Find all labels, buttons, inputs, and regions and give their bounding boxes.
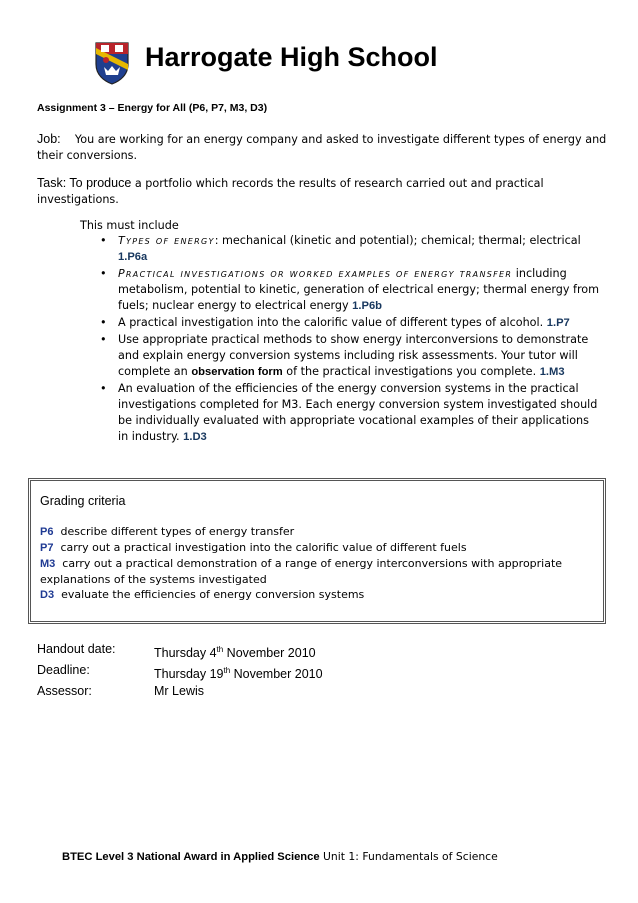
criterion-text: carry out a practical investigation into the calorific value of different fuels — [60, 541, 467, 554]
task-label: Task: To produce — [37, 176, 132, 190]
types-of-energy-heading: Types of energy — [118, 234, 215, 247]
grading-criteria-box — [28, 478, 606, 624]
list-item — [100, 315, 600, 331]
school-name: Harrogate High School — [145, 42, 438, 72]
job-label: Job: — [37, 132, 61, 146]
criterion-row — [40, 540, 595, 556]
assignment-title: Assignment 3 – Energy for All (P6, P7, M3, D3) — [37, 102, 268, 114]
observation-form-text: observation form — [191, 366, 283, 378]
assessor-label: Assessor: — [37, 684, 92, 699]
list-item-text: A practical investigation into the calorific value of different types of alcohol. — [118, 316, 547, 329]
handout-label: Handout date: — [37, 642, 116, 656]
deadline-value: Thursday 19th November 2010 — [154, 666, 323, 682]
assessor-value: Mr Lewis — [154, 684, 205, 699]
deadline-row — [37, 662, 323, 683]
list-item-text: Use appropriate practical methods to show energy interconversions to demonstrate and explain energy conversion systems including risk assessments. Your tutor will complete an — [118, 333, 589, 378]
list-item — [100, 266, 600, 314]
task-text: a portfolio which records the results of research carried out and practical investigations. — [37, 177, 544, 206]
dates-block — [37, 641, 323, 700]
list-item-text: An evaluation of the efficiencies of the energy conversion systems in the practical investigations completed for M3. Each energy conversion system investigated should be individually evaluated with appropriate vocational examples of their applications in industry. — [118, 382, 598, 443]
job-paragraph — [37, 131, 607, 164]
grading-criteria-title: Grading criteria — [40, 494, 126, 508]
criterion-code: 1.P7 — [546, 317, 570, 329]
requirements-list — [100, 233, 600, 446]
school-crest-icon — [93, 40, 131, 86]
list-item-text: including metabolism, potential to kinetic, generation of electrical energy; thermal energy from fuels; nuclear energy to electrical energy — [118, 267, 600, 312]
criterion-code: 1.M3 — [539, 366, 565, 378]
criterion-text: describe different types of energy transfer — [60, 525, 295, 538]
criterion-row — [40, 556, 595, 587]
criterion-code: 1.P6b — [352, 300, 383, 312]
grading-criteria-list — [40, 524, 595, 603]
footer-unit: Unit 1: Fundamentals of Science — [319, 850, 498, 863]
criterion-code: P7 — [40, 542, 54, 554]
practical-investigations-heading: Practical investigations or worked examples of energy transfer — [118, 267, 513, 280]
list-item — [100, 332, 600, 380]
job-text: You are working for an energy company and asked to investigate different types of energy and their conversions. — [37, 133, 607, 162]
page-footer — [62, 850, 498, 863]
handout-row — [37, 641, 323, 662]
handout-value: Thursday 4th November 2010 — [154, 645, 316, 661]
footer-course: BTEC Level 3 National Award in Applied Science — [62, 851, 320, 863]
list-item-text: of the practical investigations you complete. — [282, 365, 540, 378]
criterion-code: 1.D3 — [183, 431, 207, 443]
criterion-code: D3 — [40, 589, 55, 601]
criterion-code: 1.P6a — [118, 251, 148, 263]
criterion-row — [40, 524, 595, 540]
criterion-code: P6 — [40, 526, 54, 538]
deadline-label: Deadline: — [37, 663, 90, 678]
task-paragraph — [37, 175, 607, 208]
criterion-code: M3 — [40, 558, 56, 570]
list-item-text: : mechanical (kinetic and potential); chemical; thermal; electrical — [214, 234, 581, 247]
list-item — [100, 233, 600, 265]
must-include-heading: This must include — [80, 219, 179, 232]
criterion-text: evaluate the efficiencies of energy conversion systems — [61, 588, 365, 601]
assessor-row — [37, 683, 323, 700]
criterion-text: carry out a practical demonstration of a range of energy interconversions with appropriate explanations of the systems investigated — [40, 557, 563, 586]
list-item — [100, 381, 600, 445]
criterion-row — [40, 587, 595, 603]
